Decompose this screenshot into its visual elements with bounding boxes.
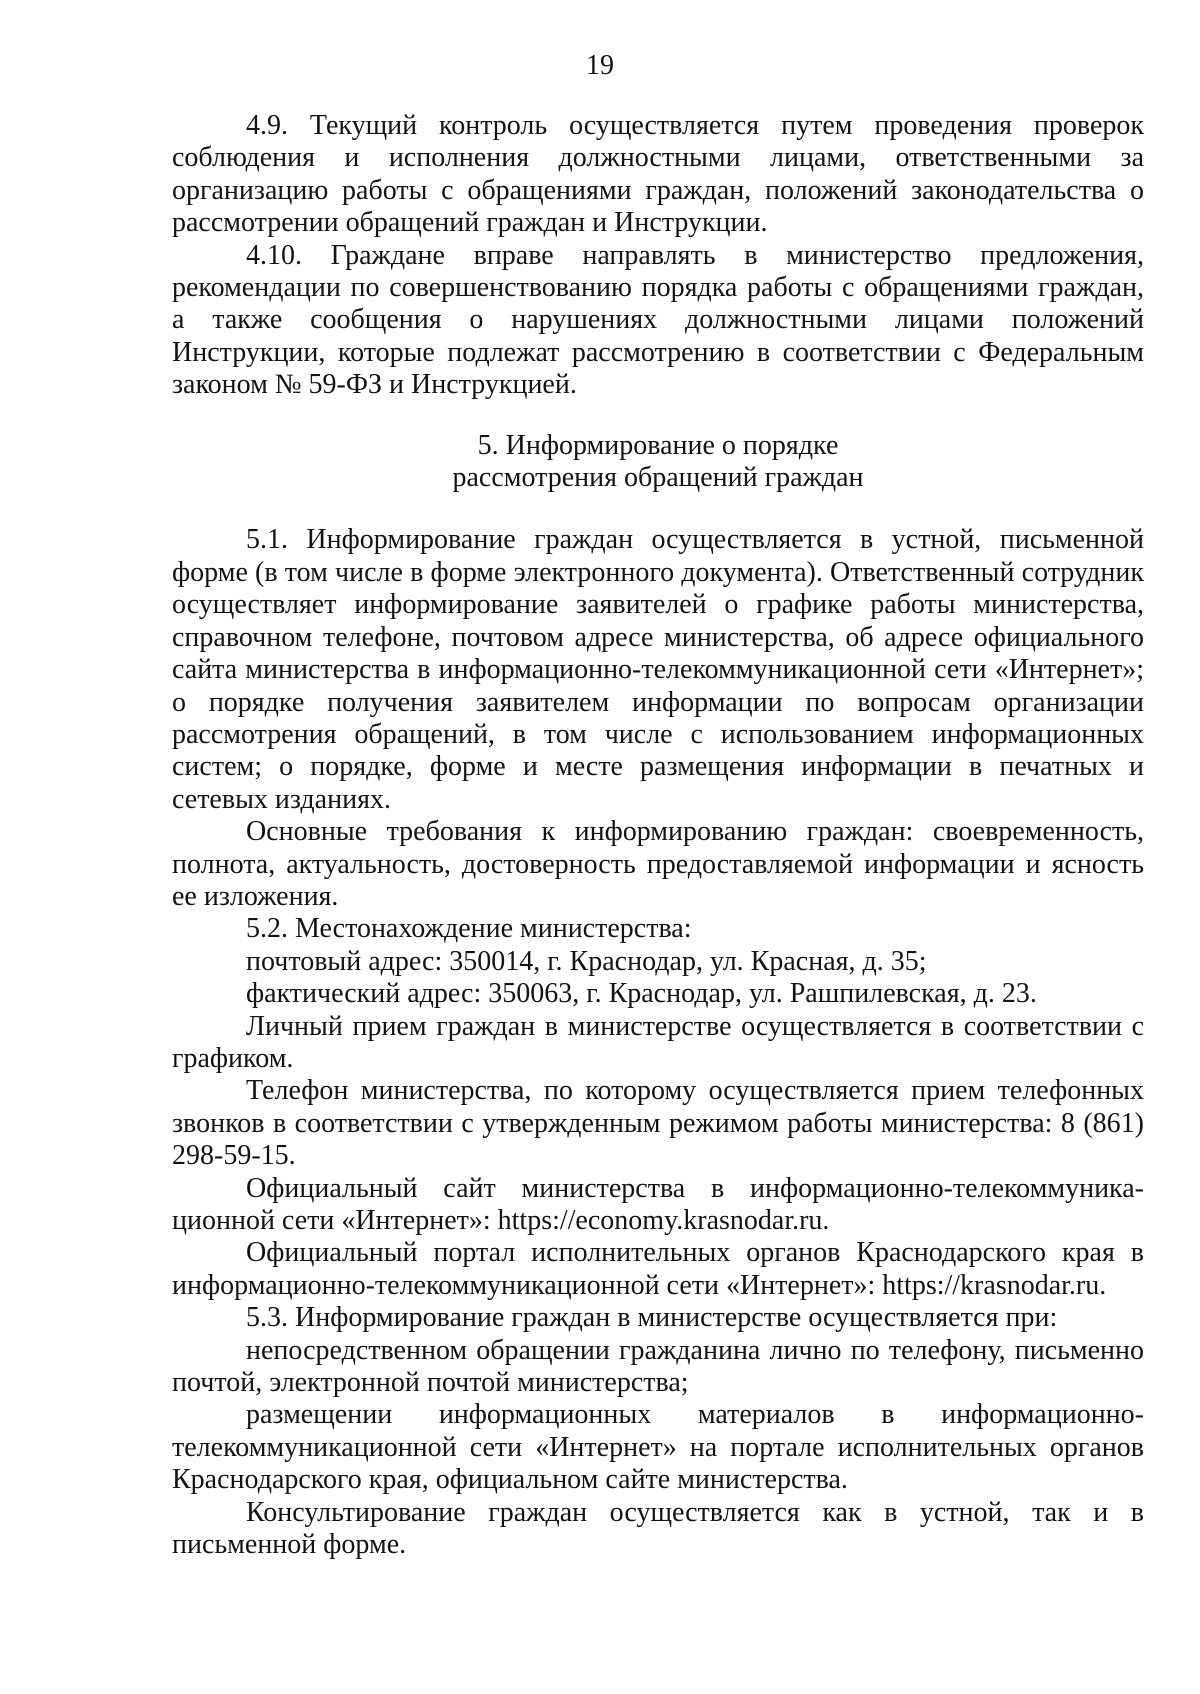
document-body xyxy=(172,110,1144,1561)
paragraph-5-2: 5.2. Местонахождение министерства: xyxy=(246,913,692,945)
paragraph-direct-contact: непосредственном обращении гражданина лично по телефону, письменно почтой, электронной почтой министерства; xyxy=(172,1334,1144,1399)
paragraph-materials-placement: размещении информационных материалов в информационно-телекоммуникационной сети «Интернет» на портале исполнительных органов Краснодарского края, официальном сайте министерства. xyxy=(172,1399,1144,1496)
paragraph-official-site: Официальный сайт министерства в информационно-телекоммуника-ционной сети «Интернет»: https://economy.krasnodar.ru. xyxy=(172,1172,1144,1236)
paragraph-5-3: 5.3. Информирование граждан в министерстве осуществляется при: xyxy=(246,1302,1058,1334)
paragraph-4-9: 4.9. Текущий контроль осуществляется путем проведения проверок соблюдения и исполнения должностными лицами, ответственными за организацию работы с обращениями граждан, положений законодательства о рассмотрении обращений граждан и Инструкции. xyxy=(172,110,1144,239)
paragraph-personal-reception: Личный прием граждан в министерстве осуществляется в соответствии с графиком. xyxy=(172,1010,1144,1074)
paragraph-postal-address: почтовый адрес: 350014, г. Краснодар, ул. Красная, д. 35; xyxy=(246,945,927,977)
paragraph-4-10: 4.10. Граждане вправе направлять в министерство предложения, рекомендации по совершенствованию порядка работы с обращениями граждан, а также сообщения о нарушениях должностными лицами положений Инструкции, которые подлежат рассмотрению в соответствии с Федеральным законом № 59-ФЗ и Инструкцией. xyxy=(172,239,1144,401)
page-number: 19 xyxy=(586,50,614,81)
paragraph-requirements: Основные требования к информированию граждан: своевременность, полнота, актуальность, достоверность предоставляемой информации и ясность ее изложения. xyxy=(172,816,1144,912)
section-5-title xyxy=(172,430,1144,495)
paragraph-consulting: Консультирование граждан осуществляется как в устной, так и в письменной форме. xyxy=(172,1496,1144,1561)
paragraph-5-1: 5.1. Информирование граждан осуществляется в устной, письменной форме (в том числе в форме электронного документа). Ответственный сотрудник осуществляет информирование заявителей о графике работы министерства, справочном телефоне, почтовом адресе министерства, об адресе официального сайта министерства в информационно-телекоммуникационной сети «Интернет»; о порядке получения заявителем информации по вопросам организации рассмотрения обращений, в том числе с использованием информационных систем; о порядке, форме и месте размещения информации в печатных и сетевых изданиях. xyxy=(172,524,1144,815)
paragraph-phone: Телефон министерства, по которому осуществляется прием телефонных звонков в соответствии с утвержденным режимом работы министерства: 8 (861) 298-59-15. xyxy=(172,1075,1144,1172)
section-title-line-1: 5. Информирование о порядке xyxy=(477,429,839,461)
paragraph-official-portal: Официальный портал исполнительных органов Краснодарского края в информационно-телекоммуникационной сети «Интернет»: https://krasnodar.ru. xyxy=(172,1237,1144,1301)
paragraph-actual-address: фактический адрес: 350063, г. Краснодар, ул. Рашпилевская, д. 23. xyxy=(246,978,1037,1010)
section-title-line-2: рассмотрения обращений граждан xyxy=(452,462,864,494)
